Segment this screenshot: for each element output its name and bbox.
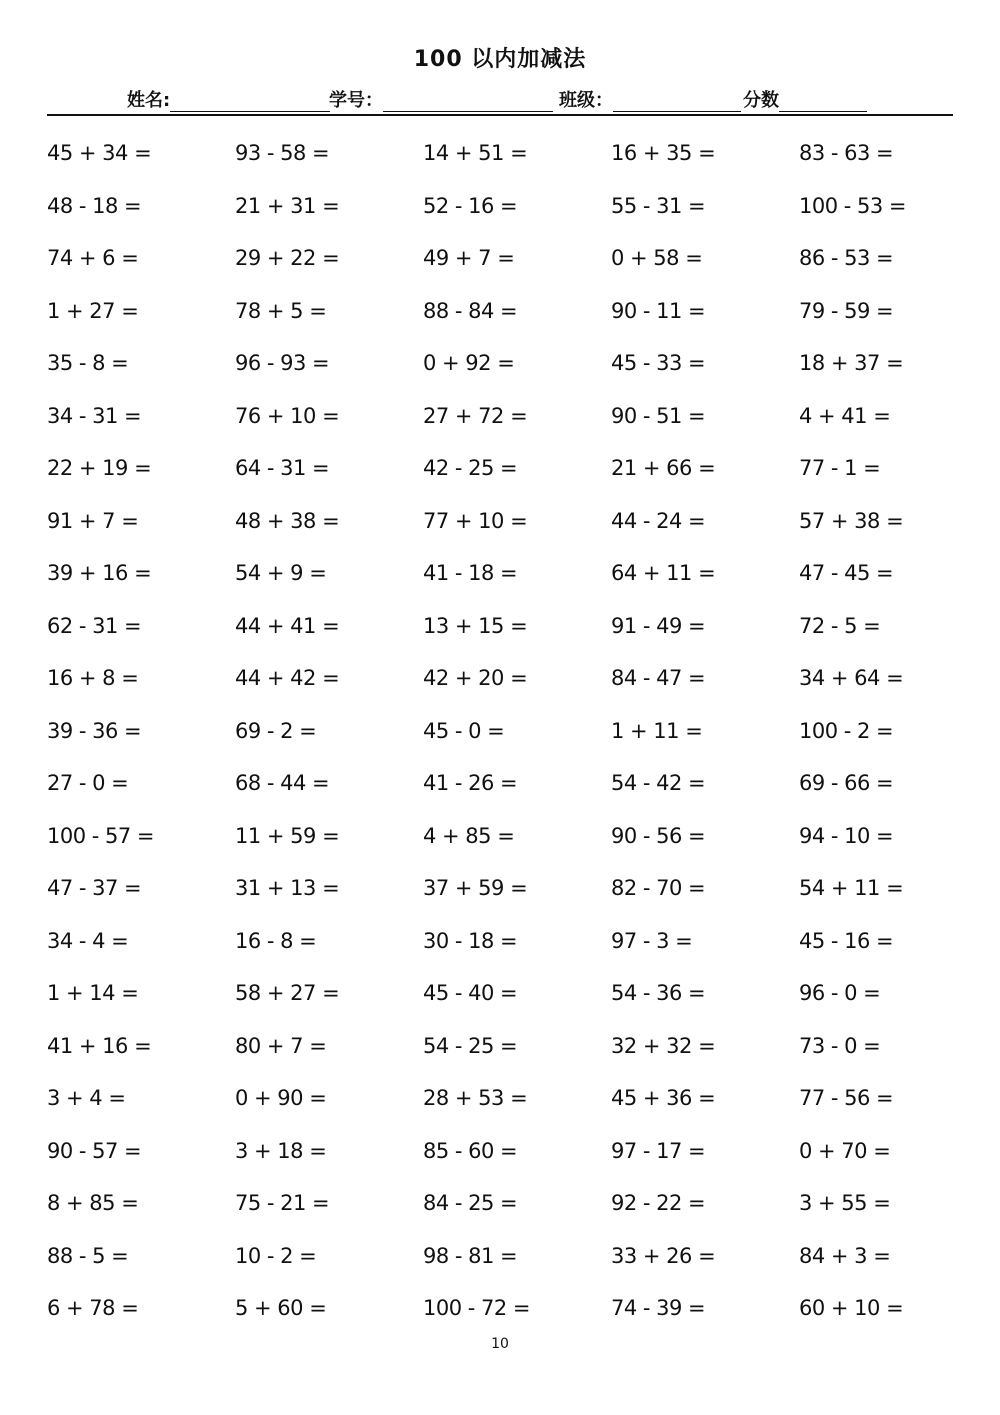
math-problem: 3 + 18 = xyxy=(235,1138,327,1163)
math-problem: 72 - 5 = xyxy=(799,613,881,638)
math-problem: 45 + 34 = xyxy=(47,141,152,165)
math-problem: 54 + 11 = xyxy=(799,876,904,900)
math-problem: 45 + 36 = xyxy=(611,1086,716,1110)
math-problem: 86 - 53 = xyxy=(799,246,894,270)
math-problem: 28 + 53 = xyxy=(423,1086,528,1110)
student-id-field[interactable] xyxy=(329,86,553,112)
math-problem: 60 + 10 = xyxy=(799,1296,904,1320)
math-problem: 82 - 70 = xyxy=(611,876,706,900)
math-problem: 85 - 60 = xyxy=(423,1138,518,1163)
math-problem: 90 - 11 = xyxy=(611,298,706,323)
math-problem: 100 - 72 = xyxy=(423,1296,531,1320)
math-problem: 31 + 13 = xyxy=(235,876,340,900)
math-problem: 30 - 18 = xyxy=(423,928,518,953)
math-problem: 54 - 36 = xyxy=(611,981,706,1005)
math-problem: 21 + 31 = xyxy=(235,193,340,218)
name-label: 姓名: xyxy=(127,90,171,111)
math-problem: 97 - 17 = xyxy=(611,1138,706,1163)
math-problem: 54 + 9 = xyxy=(235,561,327,585)
math-problem: 39 + 16 = xyxy=(47,561,152,585)
math-problem: 39 - 36 = xyxy=(47,718,142,743)
math-problem: 11 + 59 = xyxy=(235,823,340,848)
student-info-header xyxy=(47,86,953,116)
math-problem: 76 + 10 = xyxy=(235,403,340,428)
math-problem: 34 - 4 = xyxy=(47,928,129,953)
math-problem: 1 + 14 = xyxy=(47,981,139,1005)
math-problem: 84 - 25 = xyxy=(423,1191,518,1215)
math-problem: 4 + 85 = xyxy=(423,823,515,848)
math-problem: 58 + 27 = xyxy=(235,981,340,1005)
math-problem: 62 - 31 = xyxy=(47,613,142,638)
math-problem: 68 - 44 = xyxy=(235,771,330,795)
math-problem: 98 - 81 = xyxy=(423,1243,518,1268)
math-problem: 97 - 3 = xyxy=(611,928,693,953)
math-problem: 41 - 18 = xyxy=(423,561,518,585)
math-problem: 96 - 93 = xyxy=(235,351,330,375)
math-problem: 4 + 41 = xyxy=(799,403,891,428)
math-problem: 45 - 0 = xyxy=(423,718,505,743)
math-problem: 42 + 20 = xyxy=(423,666,528,690)
math-problem: 41 - 26 = xyxy=(423,771,518,795)
math-problem: 48 + 38 = xyxy=(235,508,340,533)
math-problem: 80 + 7 = xyxy=(235,1033,327,1058)
math-problem: 35 - 8 = xyxy=(47,351,129,375)
math-problem: 21 + 66 = xyxy=(611,456,716,480)
math-problem: 79 - 59 = xyxy=(799,298,894,323)
math-problem: 73 - 0 = xyxy=(799,1033,881,1058)
math-problem: 90 - 56 = xyxy=(611,823,706,848)
math-problem: 100 - 2 = xyxy=(799,718,894,743)
math-problem: 69 - 66 = xyxy=(799,771,894,795)
math-problem: 55 - 31 = xyxy=(611,193,706,218)
student-id-blank[interactable] xyxy=(383,91,553,112)
math-problem: 29 + 22 = xyxy=(235,246,340,270)
name-blank[interactable] xyxy=(170,91,330,112)
math-problem: 88 - 5 = xyxy=(47,1243,129,1268)
math-problem: 88 - 84 = xyxy=(423,298,518,323)
math-problem: 0 + 90 = xyxy=(235,1086,327,1110)
math-problem: 8 + 85 = xyxy=(47,1191,139,1215)
score-field[interactable] xyxy=(743,86,867,112)
math-problem: 45 - 40 = xyxy=(423,981,518,1005)
score-blank[interactable] xyxy=(779,91,867,112)
math-problem: 93 - 58 = xyxy=(235,141,330,165)
math-problem: 52 - 16 = xyxy=(423,193,518,218)
math-problem: 83 - 63 = xyxy=(799,141,894,165)
math-problem: 10 - 2 = xyxy=(235,1243,317,1268)
math-problem: 0 + 58 = xyxy=(611,246,703,270)
page-number: 10 xyxy=(491,1336,509,1352)
math-problem: 44 + 42 = xyxy=(235,666,340,690)
math-problem: 41 + 16 = xyxy=(47,1033,152,1058)
math-problem: 16 - 8 = xyxy=(235,928,317,953)
math-problem: 27 + 72 = xyxy=(423,403,528,428)
math-problem: 32 + 32 = xyxy=(611,1033,716,1058)
math-problem: 84 + 3 = xyxy=(799,1243,891,1268)
math-problem: 94 - 10 = xyxy=(799,823,894,848)
math-problem: 18 + 37 = xyxy=(799,351,904,375)
math-problem: 45 - 33 = xyxy=(611,351,706,375)
math-problem: 1 + 11 = xyxy=(611,718,703,743)
math-problem: 91 + 7 = xyxy=(47,508,139,533)
math-problem: 69 - 2 = xyxy=(235,718,317,743)
class-field[interactable] xyxy=(559,86,741,112)
math-problem: 45 - 16 = xyxy=(799,928,894,953)
math-problem: 57 + 38 = xyxy=(799,508,904,533)
math-problem: 0 + 70 = xyxy=(799,1138,891,1163)
math-problem: 84 - 47 = xyxy=(611,666,706,690)
math-problem: 14 + 51 = xyxy=(423,141,528,165)
math-problem: 64 + 11 = xyxy=(611,561,716,585)
class-label: 班级： xyxy=(559,90,613,111)
student-id-label: 学号： xyxy=(329,90,383,111)
math-problem: 77 - 56 = xyxy=(799,1086,894,1110)
problem-grid xyxy=(47,135,987,1343)
class-blank[interactable] xyxy=(613,91,741,112)
math-problem: 77 - 1 = xyxy=(799,456,881,480)
math-problem: 47 - 45 = xyxy=(799,561,894,585)
math-problem: 13 + 15 = xyxy=(423,613,528,638)
score-label: 分数 xyxy=(743,90,779,111)
math-problem: 33 + 26 = xyxy=(611,1243,716,1268)
name-field[interactable] xyxy=(127,86,330,112)
math-problem: 3 + 55 = xyxy=(799,1191,891,1215)
math-problem: 16 + 35 = xyxy=(611,141,716,165)
math-problem: 75 - 21 = xyxy=(235,1191,330,1215)
math-problem: 90 - 51 = xyxy=(611,403,706,428)
math-problem: 27 - 0 = xyxy=(47,771,129,795)
math-problem: 90 - 57 = xyxy=(47,1138,142,1163)
math-problem: 77 + 10 = xyxy=(423,508,528,533)
math-problem: 44 - 24 = xyxy=(611,508,706,533)
math-problem: 37 + 59 = xyxy=(423,876,528,900)
math-problem: 78 + 5 = xyxy=(235,298,327,323)
math-problem: 49 + 7 = xyxy=(423,246,515,270)
math-problem: 54 - 25 = xyxy=(423,1033,518,1058)
math-problem: 5 + 60 = xyxy=(235,1296,327,1320)
math-problem: 92 - 22 = xyxy=(611,1191,706,1215)
math-problem: 6 + 78 = xyxy=(47,1296,139,1320)
math-problem: 3 + 4 = xyxy=(47,1086,126,1110)
math-problem: 44 + 41 = xyxy=(235,613,340,638)
math-problem: 48 - 18 = xyxy=(47,193,142,218)
math-problem: 34 + 64 = xyxy=(799,666,904,690)
math-problem: 42 - 25 = xyxy=(423,456,518,480)
math-problem: 47 - 37 = xyxy=(47,876,142,900)
math-problem: 100 - 53 = xyxy=(799,193,907,218)
math-problem: 1 + 27 = xyxy=(47,298,139,323)
math-problem: 54 - 42 = xyxy=(611,771,706,795)
math-problem: 74 - 39 = xyxy=(611,1296,706,1320)
math-problem: 96 - 0 = xyxy=(799,981,881,1005)
page-title: 100 以内加减法 xyxy=(413,47,587,72)
math-problem: 91 - 49 = xyxy=(611,613,706,638)
math-problem: 34 - 31 = xyxy=(47,403,142,428)
math-problem: 100 - 57 = xyxy=(47,823,155,848)
math-problem: 64 - 31 = xyxy=(235,456,330,480)
math-problem: 0 + 92 = xyxy=(423,351,515,375)
math-problem: 22 + 19 = xyxy=(47,456,152,480)
math-problem: 16 + 8 = xyxy=(47,666,139,690)
math-problem: 74 + 6 = xyxy=(47,246,139,270)
